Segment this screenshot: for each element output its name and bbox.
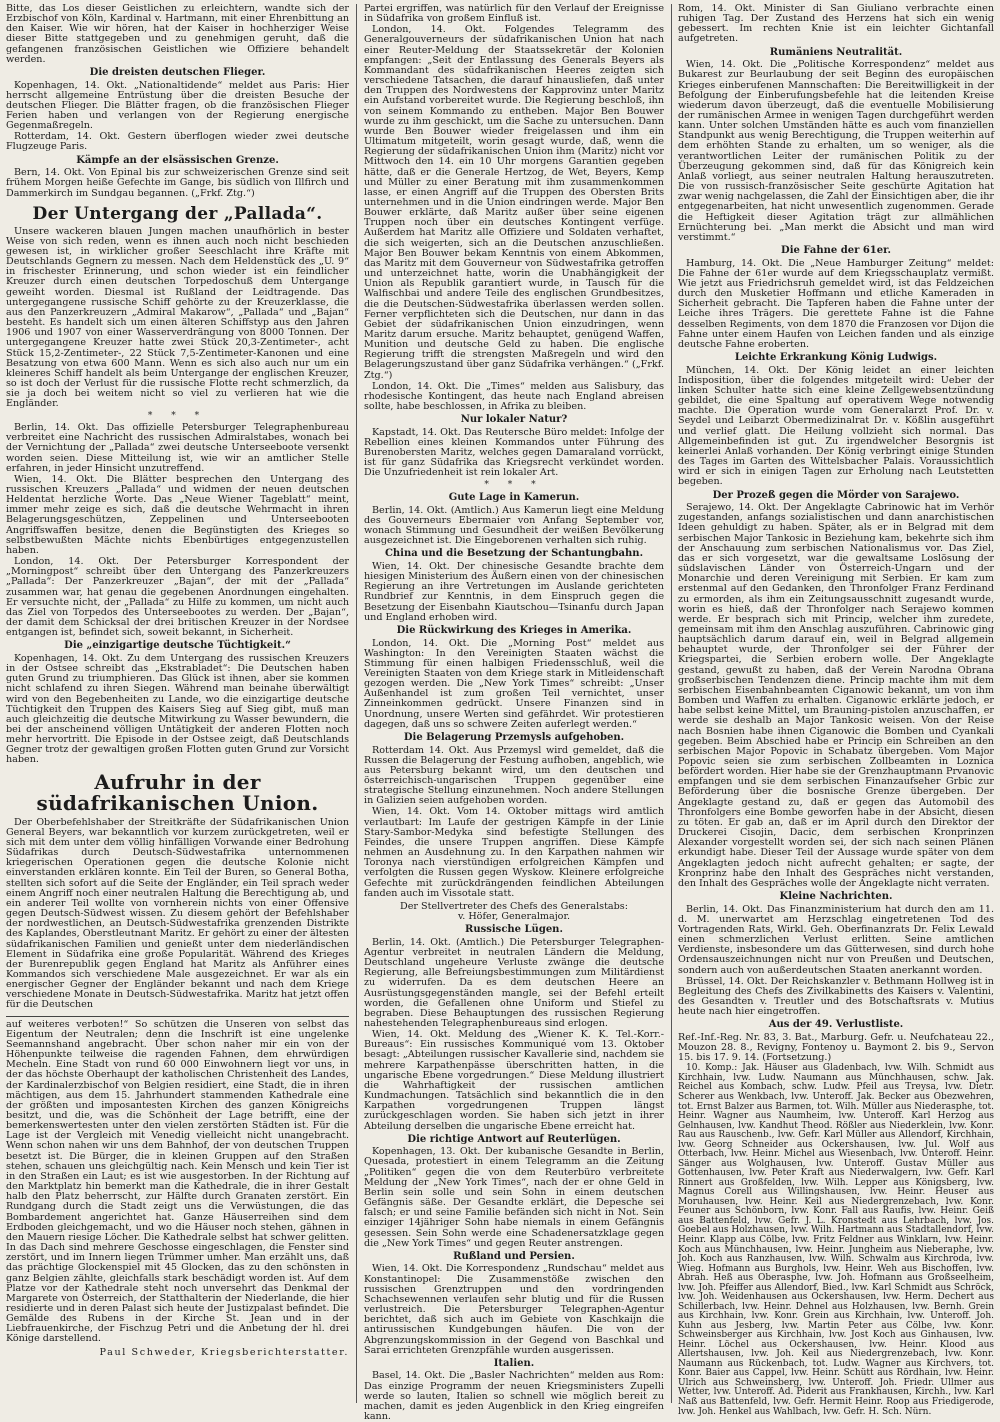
article-paragraph: Brüssel, 14. Okt. Der Reichskanzler v. Bethmann Hollweg ist in Begleitung des Chefs des Zivilkabinetts des Kaisers v. Valentini, des Gesandten v. Treutler und des Botschaftsrats v. Mutius heute nach hier eingetroffen. bbox=[678, 975, 994, 1018]
section-divider: * * * bbox=[147, 410, 208, 421]
article-heading: Die Fahne der 61er. bbox=[781, 245, 891, 257]
article-paragraph: auf weiteres verboten!“ So schützen die Unseren von selbst das Eigentum der Neutralen; denn die Inschrift ist eine ungelenke Seemannshand angebracht. Über schon naher mir ein von der Höhenpunkte teilweise die ragenden Fahnen, dem ehrwürdigen Mecheln. Eine Stadt von rund 60 000 Einwohnern liegt vor uns, in der das höchste Oberhaupt der katholischen Christenheit des Landes, der Kardinalerzbischof von Belgien residiert, eine Stadt, die in ihren mächtigen, aus dem 15. Jahrhundert stammenden Kathedrale eine der größten und imposantesten Kirchen des ganzen Königreichs besitzt, und die, was die Schönheit der Lage betrifft, eine der bemerkenswertesten unter den vielen zerstörten Städten ist. Für die Lage ist der Vergleich mit Venedig vielleicht nicht unangebracht. Wenn schon nahen wir uns dem Bahnhof, der von deutschen Truppen besetzt ist. Die Bürger, die in kleinen Gruppen auf den Straßen stehen, schauen uns gleichgültig nach. Kein Mensch und kein Tier ist in den Straßen ein Laut; es ist wie ausgestorben. In der Richtung auf den Marktplatz hin bemerkt man die Kathedrale, die in ihrer Gestalt halb den Platz beherrscht, zur Hälfte durch Granaten zerstört. Ein Rundgang durch die Stadt zeigt uns die Verwüstungen, die das Bombardement angerichtet hat. Ganze Häuserreihen sind dem Erdboden gleichgemacht, und wo die Häuser noch stehen, gähnen in den Mauern riesige Löcher. Die Kathedrale selbst hat schwer gelitten. In das Dach sind mehrere Geschosse eingeschlagen, die Fenster sind zerstört, und im Innern liegen Trümmer umher. Man erzählt uns, daß das prächtige Glockenspiel mit 45 Glocken, das zu den schönsten in ganz Belgien zählte, gleichfalls stark beschädigt worden ist. Auf dem Platze vor der Kathedrale steht noch unversehrt das Denkmal der Margarete von Österreich, der Statthalterin der Niederlande, die hier residierte und in deren Palast sich heute der Justizpalast befindet. Die Gemälde des Rubens in der Kirche St. Jean und in der Liebfrauenkirche, der Fischzug Petri und die Anbetung der hl. drei Könige darstellend. bbox=[6, 1018, 349, 1345]
column-2 bbox=[364, 3, 664, 1422]
article-heading: Gute Lage in Kamerun. bbox=[448, 492, 580, 504]
article-heading: Die Belagerung Przemysls aufgehoben. bbox=[403, 731, 625, 743]
article-heading: Die dreisten deutschen Flieger. bbox=[89, 66, 266, 78]
article-headline: Aufruhr in der südafrikanischen Union. bbox=[36, 769, 319, 815]
article-paragraph: London, 14. Okt. Folgendes Telegramm des Generalgouverneurs der südafrikanischen Union hat nach einer Reuter-Meldung der Staatssekretär der Kolonien empfangen: „Seit der Entlassung des Generals Beyers als Kommandant des südafrikanischen Heeres zeigten sich verschiedene Tatsachen, die darauf hinausliefen, daß unter den Truppen des Nordwestens der Kapprovinz unter Maritz ein Aufstand vorbereitet wurde. Die Regierung beschloß, ihn von seinem Kommando zu entheben. Major Ben Bouwer wurde zu ihm geschickt, um die Sache zu untersuchen. Dann wurde Ben Bouwer wieder freigelassen und ihm ein Ultimatum mitgeteilt, worin gesagt wurde, daß, wenn die Regierung der südafrikanischen Union ihm (Maritz) nicht vor Mittwoch den 14. ein 10 Uhr morgens Garantien gegeben hätte, daß er die Generale Hertzog, de Wet, Beyers, Kemp und Müller zu einer Beratung mit ihm zusammenkommen lasse, er einen Angriff auf die Truppen des Obersten Brits unternehmen und in die Union eindringen werde. Major Ben Bouwer erklärte, daß Maritz außer über seine eigenen Truppen noch über ein deutsches Kontingent verfüge. Außerdem hat Maritz alle Offiziere und Soldaten verhaftet, die sich weigerten, sich an die Deutschen anzuschließen. Major Ben Bouwer bekam Kenntnis von einem Abkommen, das Maritz mit dem Gouverneur von Südwestafrika getroffen und unterzeichnet hatte, worin die Unabhängigkeit der Union als Republik garantiert wurde, in Tausch für die Walfischbai und andere Teile des englischen Grundbesitzes, die die Deutschen-Südwestafrika überlassen werden sollen. Ferner verpflichteten sich die Deutschen, nur dann in das Gebiet der südafrikanischen Union einzudringen, wenn Maritz darum ersuche. Maritz behauptet, genügend Waffen, Munition und deutsche Geld zu haben. Die englische Regierung trifft die strengsten Maßregeln und wird den Belagerungszustand über ganz Südafrika verhängen.“ („Frkf. Ztg.“) bbox=[364, 24, 664, 381]
article-paragraph: Berlin, 14. Okt. Das Finanzministerium hat durch den am 11. d. M. unerwartet am Herzschlag eingetretenen Tod des Vortragenden Rats, Wirkl. Geh. Oberfinanzrats Dr. Felix Lewald einen schmerzlichen Verlust erlitten. Seine amtlichen Verdienste, insbesondere um das Gütterwesen, sind durch hohe Ordensauszeichnungen nicht nur von Preußen und Deutschen, sondern auch von außerdeutschen Staaten anerkannt worden. bbox=[678, 903, 994, 976]
article-paragraph: Rom, 14. Okt. Minister di San Giuliano verbrachte einen ruhigen Tag. Der Zustand des Herzens hat sich ein wenig gebessert. Im rechten Knie ist ein leichter Gichtanfall aufgetreten. bbox=[678, 3, 994, 45]
section-divider: * * * bbox=[484, 479, 544, 490]
article-paragraph: Berlin, 14. Okt. Das offizielle Petersburger Telegraphenbureau verbreitet eine Nachricht des russischen Admiralstabes, wonach bei der Vernichtung der „Pallada“ zwei deutsche Unterseeboote versenkt worden seien. Diese Mitteilung ist, wie wir an amtlicher Stelle erfahren, in jeder Hinsicht unzutreffend. bbox=[6, 422, 349, 474]
column-1 bbox=[6, 4, 349, 1403]
article-heading: Die richtige Antwort auf Reuterlügen. bbox=[407, 1133, 621, 1145]
article-heading: Rußland und Persien. bbox=[453, 1250, 575, 1262]
signature: Der Stellvertreter des Chefs des Generalstabs: v. Höfer, Generalmajor. bbox=[400, 900, 628, 922]
column-rule-2 bbox=[671, 4, 672, 1403]
article-paragraph: Wien, 14. Okt. Die „Politische Korrespondenz“ meldet aus Bukarest zur Beurlaubung der seit Beginn des europäischen Krieges einberufenen Mannschaften: Die Bereitwilligkeit in der Befolgung der Einberufungsbefehle hat die leitenden Kreise wiederum davon überzeugt, daß die eventuelle Mobilisierung der rumänischen Armee in wenigen Tagen durchgeführt werden kann. Unter solchen Umständen hätte es auch vom finanziellen Standpunkt aus wenig Berechtigung, die Truppen weiterhin auf dem erhöhten Stande zu erhalten, um so weniger, als die verantwortlichen Leiter der rumänischen Politik zu der Überzeugung gekommen sind, daß für das Königreich kein Anlaß vorliegt, aus seiner neutralen Haltung herauszutreten. Die von russisch-französischer Seite geschürte Agitation hat zwar wenig nachgelassen, die Zahl der Einsichtigen aber, die ihr entgegenarbeiten, hat nicht unwesentlich zugenommen. Gerade die Heftigkeit dieser Agitation trägt zur allmählichen Ernüchterung bei. „Man merkt die Absicht und man wird verstimmt.“ bbox=[678, 59, 994, 243]
article-paragraph: Wien, 14. Okt. Die Korrespondenz „Rundschau“ meldet aus Konstantinopel: Die Zusammenstöße zwischen den russischen Grenztruppen und den vordringenden Schachsewennen verlaufen sehr blutig und für die Russen verlustreich. Die Petersburger Telegraphen-Agentur berichtet, daß sich auch im Gebiete von Kaschkaijn die antirussischen Kundgebungen häufen. Die von der Abgrenzungskommission in der Gegend von Baschkal und Sarai errichteten Grenzpfähle wurden ausgerissen. bbox=[364, 1263, 664, 1356]
casualty-list-header: Ref.-Inf.-Reg. Nr. 83, 3. Bat., Marburg. Gefr. u. Neufchateau 22., Mouzon 28. 8., Revigny, Fontenoy u. Baymont 2. bis 9., Servon 15. bis 17. 9. 14. (Fortsetzung.) bbox=[678, 1031, 994, 1064]
article-headline: Der Untergang der „Pallada“. bbox=[32, 203, 323, 224]
article-heading: Nur lokaler Natur? bbox=[460, 414, 568, 426]
article-paragraph: Partei ergriffen, was natürlich für den Verlauf der Ereignisse in Südafrika von großem Einfluß ist. bbox=[364, 3, 664, 25]
section-rule bbox=[6, 1016, 349, 1017]
article-paragraph: Hamburg, 14. Okt. Die „Neue Hamburger Zeitung“ meldet: Die Fahne der 61er wurde auf dem Kriegsschauplatz vermißt. Wie jetzt aus Friedrichsruh gemeldet wird, ist das Feldzeichen durch den Musketier Hoffmann und etliche Kameraden in Sicherheit gebracht. Die Tapferen haben die Fahne unter der Leiche ihres Trägers. Die gerettete Fahne ist die Fahne desselben Regiments, von dem 1870 die Franzosen vor Dijon die Fahne unter einem Haufen von Leichen fanden und als einzige deutsche Fahne eroberten. bbox=[678, 257, 994, 350]
article-heading: Die „einzigartige deutsche Tüchtigkeit.“ bbox=[64, 640, 291, 652]
article-paragraph: Der Oberbefehlshaber der Streitkräfte der Südafrikanischen Union General Beyers, war bekanntlich vor kurzem zurückgetreten, weil er sich mit dem unter dem völlig hinfälligen Vorwande einer Bedrohung Südafrikas durch Deutsch-Südwestafrika unternommenen kriegerischen Operationen gegen die deutsche Kolonie nicht einverstanden erklären konnte. Ein Teil der Buren, so General Botha, stellten sich sofort auf die Seite der Engländer, ein Teil sprach weder einem Angriff noch einer neutralen Haltung die Berechtigung ab, und ein anderer Teil wollte von vornherein nichts von einer Offensive gegen Deutsch-Südwest wissen. Zu diesem gehört der Befehlshaber der nordwestlichen, an Deutsch-Südwestafrika grenzenden Distrikte des Kaplandes, Oberstleutnant Maritz. Er gehört zu einer der ältesten südafrikanischen Familien und genießt unter dem niederländischen Element in Südafrika eine große Popularität. Während des Krieges der Burenrepublik gegen England hat Maritz als Anführer eines Kommandos sich verschiedene Male ausgezeichnet. Er war als ein energischer Gegner der Engländer bekannt und nach dem Kriege verschiedene Monate in Deutsch-Südwestafrika. Maritz hat jetzt offen für die Deutschen bbox=[6, 816, 349, 1011]
article-paragraph: Unsere wackeren blauen Jungen machen unaufhörlich in bester Weise von sich reden, wenn es ihnen auch noch nicht beschieden gewesen ist, in wirklicher großer Seeschlacht ihre Kräfte mit Deutschlands Gegnern zu messen. Nach dem Heldenstück des „U. 9“ in frischester Erinnerung, und schon wieder ist ein feindlicher Kreuzer durch einen deutschen Torpedoschuß dem Untergange geweiht worden. Diesmal ist Rußland der Leidtragende. Das untergegangene russische Schiff gehörte zu der Kreuzerklasse, die aus den Panzerkreuzern „Admiral Makarow“, „Pallada“ und „Bajan“ besteht. Es handelt sich um einen älteren Schiffstyp aus den Jahren 1906 und 1907 von einer Wasserverdrängung von 8000 Tonnen. Der untergegangene Kreuzer hatte zwei Stück 20,3-Zentimeter-, acht Stück 15,2-Zentimeter-, 22 Stück 7,5-Zentimeter-Kanonen und eine Besatzung von etwa 600 Mann. Wenn es sich also auch nur um ein kleineres Schiff handelt als beim Untergange der englischen Kreuzer, so ist doch der Verlust für die russische Flotte recht schmerzlich, da sie ja doch bei weitem nicht so viel zu verlieren hat wie die Engländer. bbox=[6, 225, 349, 410]
casualty-list: 10. Komp.: Jak. Häuser aus Gladenbach, lvw. Wilh. Schmidt aus Kirchhain, lvw. Ludw. Naumann aus Münchhausen, schw. Jak. Reichel aus Kombach, schw. Ludw. Pfeil aus Treysa, lvw. Dietr. Scherer aus Wenkbach, lvw. Unteroff. Jak. Becker aus Obezwehren, tot. Ernst Balzer aus Barmen, tot. Wilh. Müller aus Niederasphe, tot. Heinr. Wagner aus Naumheim, lvw. Unteroff. Karl Herzog aus Gelnhausen, lvw. Kandhut Theod. Rößler aus Niederklein, lvw. Konr. Rau aus Rauschenb., lvw. Gefr. Karl Müller aus Allendorf, Kirchhain, lvw. Georg Schneider aus Ockershausen, lvw. Jul. Wolf aus Otterbach, lvw. Heinr. Michel aus Wiesenbach, lvw. Unteroff. Heinr. Sänger aus Wolghausen, lvw. Unteroff. Gustav Müller aus Gottenhausen, lvw. Peter Kraft aus Niederwalgern, lvw. Gefr. Karl Rinnert aus Großfelden, lvw. Wilh. Lepper aus Königsberg, lvw. Magnus Corell aus Willingshausen, lvw. Heinr. Heuser aus Moruhausen, lvw. Heinr. Keil aus Niedergrenzebach, lvw. Konr. Feuner aus Schönborn, lvw. Konr. Fall aus Raufis, lvw. Heinr. Geiß aus Battenfeld, lvw. Gefr. J. L. Kronstedt aus Lehrbach, lvw. Jos. Goebel aus Holzhausen, lvw. Wilh. Hartmann aus Stadtallendorf, lvw. Heinr. Klapp aus Cölbe, lvw. Fritz Feldner aus Winklarn, lvw. Heinr. Koch aus Münchhausen, lvw. Heinr. Jungheim aus Nieberaphe, lvw. Joh. Koch aus Ranzhausen, lvw. Wilh. Schwalm aus Kirchroda, lvw. Wieg. Hofmann aus Burghols, lvw. Heinr. Weh aus Bischoffen, lvw. Abrah. Heß aus Oberasphe, lvw. Joh. Hofmann aus Großseelheim, lvw. Joh. Pfeiffer aus Allendorf, Bied., lvw. Karl Schmidt aus Schröck, lvw. Joh. Weidenhausen aus Ockershausen, lvw. Herm. Dechert aus Schillerbach, lvw. Heinr. Dehnel aus Holzhausen, lvw. Bernh. Grein aus Kirchhain, lvw. Konr. Grein aus Kirchhain, lvw. Unteroff. Joh. Kuhn aus Jesberg, lvw. Martin Peter aus Cölbe, lvw. Konr. Schweinsberger aus Kirchhain, lvw. Jost Koch aus Ginhausen, lvw. Heinr. Löchel aus Ockershausen, lvw. Heinr. Klood aus Allertshausen, lvw. Joh. Keil aus Niedergrenzebach, lvw. Konr. Naumann aus Rückenbach, tot. Ludw. Wagner aus Kirchvers, tot. Konr. Baier aus Cappel, lvw. Heinr. Schütt aus Rördhain, lvw. Heinr. Ulrich aus Schweinsberg, lvw. Unteroff. Joh. Friedr. Ullmer aus Wetter, lvw. Unteroff. Ad. Piderit aus Frankhausen, Kirchh., lvw. Karl Naß aus Battenfeld, lvw. Gefr. Hermit Heinr. Roop aus Friedigerode, lvw. Joh. Henkel aus Wahlbach, lvw. Gefr. H. Sch. Nürn. bbox=[678, 1063, 994, 1417]
article-paragraph: Kapstadt, 14. Okt. Das Reutersche Büro meldet: Infolge der Rebellion eines kleinen Kommandos unter Führung des Burenobersten Maritz, welches gegen Damaraland vorrückt, ist für ganz Südafrika das Kriegsrecht verkündet worden. Die Unzufriedenheit ist rein lokaler Art. bbox=[364, 426, 664, 479]
article-heading: Aus der 49. Verlustliste. bbox=[768, 1019, 904, 1031]
article-heading: Kämpfe an der elsässischen Grenze. bbox=[76, 154, 279, 166]
article-heading: China und die Besetzung der Schantungbahn. bbox=[384, 548, 644, 560]
article-paragraph: Kopenhagen, 14. Okt. „Nationaltidende“ meldet aus Paris: Hier herrscht allgemeine Entrüstung über die dreisten Besuche der deutschen Flieger. Die Blätter fragen, ob die französischen Flieger Ferien haben und verlangen von der Regierung energische Gegenmaßregeln. bbox=[6, 79, 349, 132]
article-paragraph: Berlin, 14. Okt. (Amtlich.) Die Petersburger Telegraphen-Agentur verbreitet in neutralen Ländern die Meldung, Deutschland ungeheure Verluste zwänge die deutsche Regierung, alle Befreiungsbestimmungen zum Militärdienst zu widerrufen. Da es dem deutschen Heere an Ausrüstungsgegenständen mangle, sei der Befehl erteilt worden, die Gefallenen ohne Uniform und Stiefel zu begraben. Diese Behauptungen des russischen Regierung nahestehenden Telegraphenbureaus sind erlogen. bbox=[364, 936, 664, 1029]
column-3 bbox=[678, 3, 994, 1417]
column-rule-1 bbox=[356, 4, 357, 1403]
article-heading: Russische Lügen. bbox=[465, 924, 563, 936]
article-paragraph: Wien, 14. Okt. Die Blätter besprechen den Untergang des russischen Kreuzers „Pallada“ und widmen der neuen deutschen Heldentat herzliche Worte. Das „Neue Wiener Tageblatt“ meint, immer mehr zeige es sich, daß die deutsche Wehrmacht in ihren Belagerungsgeschützen, Zeppelinen und Unterseebooten Angriffswaffen besitze, denen die Begünstigten des Krieges so selbstbewußten Mächte nichts Ebenbürtiges entgegenzustellen haben. bbox=[6, 473, 349, 556]
article-paragraph: London, 14. Okt. Der Petersburger Korrespondent der „Morningpost“ schreibt über den Untergang des Panzerkreuzers „Pallada“: Der Panzerkreuzer „Bajan“, der mit der „Pallada“ zusammen war, hat genau die gegebenen Anordnungen eingehalten. Er versuchte nicht, der „Pallada“ zu Hilfe zu kommen, um nicht auch das Ziel von Torpedos des Unterseebootes zu werden. Der „Bajan“, der damit dem Schicksal der drei britischen Kreuzer in der Nordsee entgangen ist, befindet sich, soweit bekannt, in Sicherheit. bbox=[6, 556, 349, 639]
article-paragraph: London, 14. Okt. Die „Morning Post“ meldet aus Washington: In den Vereinigten Staaten wächst die Stimmung für einen halbigen Friedensschluß, weil die Vereinigten Staaten von dem Kriege stark in Mitleidenschaft gezogen werden. Die „New York Times“ schreibt: „Unser Außenhandel ist zum großen Teil vernichtet, unser Zinneinkommen gedrückt. Unsere Finanzen sind in Unordnung, unsere Werten sind gefährdet. Wir protestieren dagegen, daß uns so schwere Zeiten auferlegt werden.“ bbox=[364, 637, 664, 730]
article-paragraph: Wien, 14. Okt. Der chinesische Gesandte brachte dem hiesigen Ministerium des Äußern einen von der chinesischen Regierung an ihre Vertretungen im Auslande gerichteten Rundbrief zur Kenntnis, in dem Einspruch gegen die Besetzung der Eisenbahn Kiautschou—Tsinanfu durch Japan und England erhoben wird. bbox=[364, 560, 664, 623]
article-paragraph: Wien, 14. Okt. Vom 14. Oktober mittags wird amtlich verlautbart: Im Laufe der gestrigen Kämpfe in der Linie Stary-Sambor-Medyka sind befestigte Stellungen des Feindes, die unsere Truppen angriffen. Diese Kämpfe nehmen an Ausdehnung zu. In den Karpathen nahmen wir Toronya nach vierstündigen erfolgreichen Kämpfen und verfolgten die Russen gegen Wyskow. Kleinere erfolgreiche Gefechte mit zurückdrängenden feindlichen Abteilungen fanden auch im Vissotale statt. bbox=[364, 806, 664, 899]
article-heading: Der Prozeß gegen die Mörder von Sarajewo. bbox=[712, 489, 960, 501]
article-paragraph: Kopenhagen, 14. Okt. Zu dem Untergang des russischen Kreuzers in der Ostsee schreibt das „Ekstrabladet“: Die Deutschen haben guten Grund zu triumphieren. Das Glück ist ihnen, aber sie kommen nicht schlafend zu ihren Siegen. Während man beinahe überwältigt wird von den Begebenheiten zu Lande, wo die einzigartige deutsche Tüchtigkeit den Truppen des Kaisers Sieg auf Sieg gibt, muß man auch gleichzeitig die deutsche Mitwirkung zu Wasser bewundern, die bei der anscheinend völligen Untätigkeit der anderen Flotten noch mehr hervortritt. Die Episode in der Ostsee zeigt, daß Deutschlands Gegner trotz der gewaltigen großen Flotten guten Grund zur Vorsicht haben. bbox=[6, 652, 349, 766]
article-paragraph: München, 14. Okt. Der König leidet an einer leichten Indisposition, über die folgendes mitgeteilt wird: Ueber der linken Schulter hatte sich eine kleine Zellgewebsentzündung gebildet, die eine Spaltung auf operativem Wege notwendig machte. Die Operation wurde vom Generalarzt Prof. Dr. v. Seydel und Leibarzt Obermedizinalrat Dr. v. Kößlin ausgeführt und verlief glatt. Die Heilung vollzieht sich normal. Das Allgemeinbefinden ist gut. Zu irgendwelcher Besorgnis ist keinerlei Anlaß vorhanden. Der König verbringt einige Stunden des Tages im Garten des Wittelsbacher Palais. Voraussichtlich wird er sich in einigen Tagen zur Erholung nach Leutstetten begeben. bbox=[678, 364, 994, 488]
article-paragraph: Bitte, das Los dieser Geistlichen zu erleichtern, wandte sich der Erzbischof von Köln, Kardinal v. Hartmann, mit einer Ehrenbittung an den Kaiser. Wie wir hören, hat der Kaiser in hochherziger Weise dieser Bitte stattgegeben und zu genehmigen geruht, daß die gefangenen französischen Geistlichen wie Offiziere behandelt werden. bbox=[6, 3, 349, 65]
article-paragraph: Bern, 14. Okt. Von Epinal bis zur schweizerischen Grenze sind seit frühem Morgen heiße Gefechte im Gange, bis südlich von Illfirch und Dammerkirch im Sundgau begannen. („Frkf. Ztg.“) bbox=[6, 167, 349, 199]
article-paragraph: Rotterdam, 14. Okt. Gestern überflogen wieder zwei deutsche Flugzeuge Paris. bbox=[6, 131, 349, 153]
article-paragraph: London, 14. Okt. Die „Times“ melden aus Salisbury, das rhodesische Kontingent, das heute nach England abreisen sollte, habe beschlossen, in Afrika zu bleiben. bbox=[364, 380, 664, 413]
byline: Paul Schweder, Kriegsberichterstatter. bbox=[99, 1346, 349, 1358]
article-paragraph: Rotterdam 14. Okt. Aus Przemysl wird gemeldet, daß die Russen die Belagerung der Festung aufhoben, angeblich, wie aus Petersburg bekannt wird, um den deutschen und österreichisch-ungarischen Truppen gegenüber eine strategische Stellung einzunehmen. Noch andere Stellungen in Galizien seien aufgehoben worden. bbox=[364, 744, 664, 807]
article-paragraph: Wien, 14. Okt. Meldung des „Wiener K. K. Tel.-Korr.-Bureaus“: Ein russisches Kommuniqué vom 13. Oktober besagt: „Abteilungen russischer Kavallerie sind, nachdem sie mehrere Karpathenpässe überschritten hatten, in die ungarische Ebene vorgedrungen.“ Diese Meldung illustriert die Wahrhaftigkeit der russischen amtlichen Kundmachungen. Tatsächlich sind bekanntlich die in den Karpathen vorgedrungenen Truppen längst zurückgeschlagen worden. Sie haben sich jetzt in ihrer Abteilung derselben die ungarische Ebene erreicht hat. bbox=[364, 1029, 664, 1132]
article-heading: Kleine Nachrichten. bbox=[779, 891, 893, 903]
article-paragraph: Kopenhagen, 13. Okt. Der kubanische Gesandte in Berlin, Quesada, protestiert in einem Telegramm an die Zeitung „Politiken“ gegen die von dem Reuterbüro verbreitete Meldung der „New York Times“, nach der er ohne Geld in Berlin sein solle und sein Sohn in einem deutschen Gefängnis säße. Der Gesandte erklärt, die Depesche sei falsch; er und seine Familie befänden sich nicht in Not. Sein einziger 14jähriger Sohn habe niemals in einem Gefängnis gesessen. Sein Sohn werde eine Schadenersatzklage gegen die „New York Times“ und gegen Reuter anstrengen. bbox=[364, 1146, 664, 1249]
article-paragraph: Berlin, 14. Okt. (Amtlich.) Aus Kamerun liegt eine Meldung des Gouverneurs Ebermaier von Anfang September vor, wonach Stimmung und Gesundheit der weißen Bevölkerung ausgezeichnet ist. Die Eingeborenen verhalten sich ruhig. bbox=[364, 504, 664, 547]
article-heading: Italien. bbox=[493, 1357, 535, 1369]
article-heading: Rumäniens Neutralität. bbox=[769, 46, 903, 58]
article-heading: Die Rückwirkung des Krieges in Amerika. bbox=[396, 624, 632, 636]
article-paragraph: Basel, 14. Okt. Die „Basler Nachrichten“ melden aus Rom: Das einzige Programm der neuen Kriegsministers Zupelli werde so lauten, Italien so schnell wie möglich bereit zu machen, damit es jeden Augenblick in den Krieg eingreifen kann. bbox=[364, 1370, 664, 1422]
article-paragraph: Serajewo, 14. Okt. Der Angeklagte Cabrinowic hat im Verhör zugestanden, anfangs sozialistischen und dann anarchistischen Ideen gehuldigt zu haben. Später, als er in Belgrad mit dem serbischen Major Tankosic in Beziehung kam, bekehrte sich ihm der Anschauung zum serbischen Nationalismus vor. Das Ziel, das er sich vorgesetzt, war die gewaltsame Loslösung der südslavischen Länder von Österreich-Ungarn und der Monarchie und deren Vereinigung mit Serbien. Er kam zum erstenmal auf den Gedanken, den Thronfolger Franz Ferdinand zu ermorden, als ihm ein Zeitungsausschnitt zugesandt wurde, worin es hieß, daß der Thronfolger nach Serajewo kommen werde. Er besprach sich mit Princip, welcher ihm zuredete, gemeinsam mit ihm den Anschlag auszuführen. Cabrinowic ging hauptsächlich darum darauf ein, weil in Belgrad allgemein behauptet wurde, der Thronfolger sei der Führer der Kriegspartei, die Serbien erobern wolle. Der Angeklagte gestand, gewußt zu haben, daß der Verein Narodna Obrana großserbischen Tendenzen diene. Princip machte ihm mit dem serbischen Eisenbahnbeamten Ciganowic bekannt, um von ihm Bomben und Waffen zu erhalten. Ciganowic erklärte jedoch, er habe selbst keine Mittel, um Brauning-pistolen anzuschaffen, er werde sie deshalb an Major Tankosic weisen. Von der Reise nach Bosnien habe ihnen Ciganowic die Bomben und Cyankali gegeben. Beim Abschied habe er Princip ein Schreiben an den serbischen Major Popovic in Schabatz übergeben. Vom Major Popovic seien sie zum serbischen Zollbeamten in Loznica befördert worden. Hier habe sie der Grenzhauptmann Prvanovic empfangen und sie dem serbischen Finanzaufseher Grbic zur Beförderung über die bosnische Grenze übergeben. Der Angeklagte gestand zu, daß er gegen das Automobil des Thronfolgers eine Bombe geworfen habe in der Absicht, diesen zu töten. Er gab an, daß er im April durch den Direktor der Druckerei Cisojin, Dacic, dem serbischen Kronprinzen Alexander vorgestellt worden sei, der sich nach seinen Plänen erkundigt habe. Dieser Teil der Aussage wurde später von dem Angeklagten jedoch nicht aufrecht gehalten; er sagte, der Kronprinz habe den Inhalt des Gespräches nicht verstanden, den Inhalt des Gespräches wolle der Angeklagte nicht verraten. bbox=[678, 502, 994, 889]
article-heading: Leichte Erkrankung König Ludwigs. bbox=[734, 352, 938, 364]
